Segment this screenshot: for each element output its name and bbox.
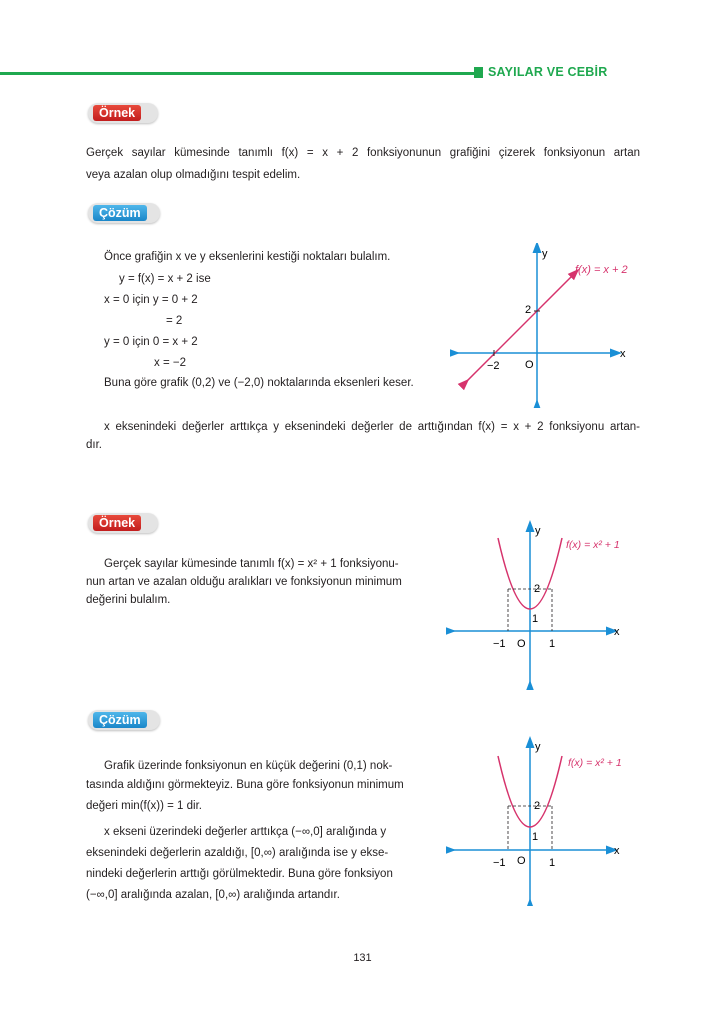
function-line [465, 273, 575, 383]
x-axis-label: x [614, 845, 620, 857]
label-2: 2 [534, 800, 541, 812]
x-axis-label: x [614, 626, 620, 638]
y-axis-label: y [535, 741, 541, 753]
example-badge [88, 103, 158, 123]
solution-badge [88, 710, 160, 730]
origin-label: O [517, 638, 526, 650]
section-title: SAYILAR VE CEBİR [488, 65, 608, 79]
function-label: f(x) = x + 2 [575, 264, 628, 276]
solution2-line: değeri min(f(x)) = 1 dir. [86, 800, 202, 812]
solution2-line: x ekseni üzerindeki değerler arttıkça (−∞,0] aralığında y [104, 826, 387, 838]
function-label: f(x) = x² + 1 [568, 757, 622, 769]
example2-line: Gerçek sayılar kümesinde tanımlı f(x) = x² + 1 fonksiyonu- [104, 558, 399, 570]
solution-badge [88, 203, 160, 223]
graph-linear [450, 243, 650, 408]
label-1: 1 [532, 831, 539, 843]
solution-badge-label: Çözüm [93, 712, 147, 728]
solution2-line: eksenindeki değerlerin azaldığı, [0,∞) aralığında ise y ekse- [86, 847, 389, 859]
solution1-line: Önce grafiğin x ve y eksenlerini kestiği noktaları bulalım. [104, 251, 391, 263]
example1-line: veya azalan olup olmadığını tespit edelim. [86, 169, 301, 181]
y-axis-label: y [535, 525, 541, 537]
solution2-line: nindeki değerlerin arttığı görülmektedir. Buna göre fonksiyon [86, 868, 393, 880]
header-square-icon [474, 67, 483, 78]
x-intercept-label: −2 [487, 360, 500, 372]
graph-parabola-1 [446, 520, 646, 690]
example-badge-label: Örnek [93, 105, 141, 121]
example2-line: nun artan ve azalan olduğu aralıkları ve fonksiyonun minimum [86, 576, 402, 588]
solution2-line: Grafik üzerinde fonksiyonun en küçük değerini (0,1) nok- [104, 760, 393, 772]
y-axis-label: y [542, 248, 548, 260]
origin-label: O [525, 359, 534, 371]
solution1-line: x = 0 için y = 0 + 2 [104, 294, 198, 306]
example-badge [88, 513, 158, 533]
example2-line: değerini bulalım. [86, 594, 171, 606]
origin-label: O [517, 855, 526, 867]
conclusion-line: x eksenindeki değerler arttıkça y eksenindeki değerler de arttığından f(x) = x + 2 fonksiyonu artan- [104, 421, 640, 433]
graph-parabola-2 [446, 736, 646, 906]
solution1-line: x = −2 [154, 357, 186, 369]
y-intercept-label: 2 [525, 304, 532, 316]
x-axis-label: x [620, 348, 626, 360]
label-pos1: 1 [549, 638, 556, 650]
solution2-line: tasında aldığını görmekteyiz. Buna göre fonksiyonun minimum [86, 779, 404, 791]
solution1-line: = 2 [166, 315, 183, 327]
label-2: 2 [534, 583, 541, 595]
solution1-line: y = f(x) = x + 2 ise [119, 273, 211, 285]
label-neg1: −1 [493, 857, 506, 869]
example-badge-label: Örnek [93, 515, 141, 531]
solution1-line: y = 0 için 0 = x + 2 [104, 336, 198, 348]
solution1-line: Buna göre grafik (0,2) ve (−2,0) noktalarında eksenleri keser. [104, 377, 414, 389]
label-neg1: −1 [493, 638, 506, 650]
function-label: f(x) = x² + 1 [566, 539, 620, 551]
label-pos1: 1 [549, 857, 556, 869]
conclusion-line: dır. [86, 439, 102, 451]
header-rule [0, 72, 478, 75]
example1-line: Gerçek sayılar kümesinde tanımlı f(x) = x + 2 fonksiyonunun grafiğini çizerek fonksiyonun artan [86, 147, 640, 159]
solution2-line: (−∞,0] aralığında azalan, [0,∞) aralığında artandır. [86, 889, 340, 901]
example1-text [86, 144, 640, 184]
page-number: 131 [353, 952, 372, 964]
solution-badge-label: Çözüm [93, 205, 147, 221]
label-1: 1 [532, 613, 539, 625]
